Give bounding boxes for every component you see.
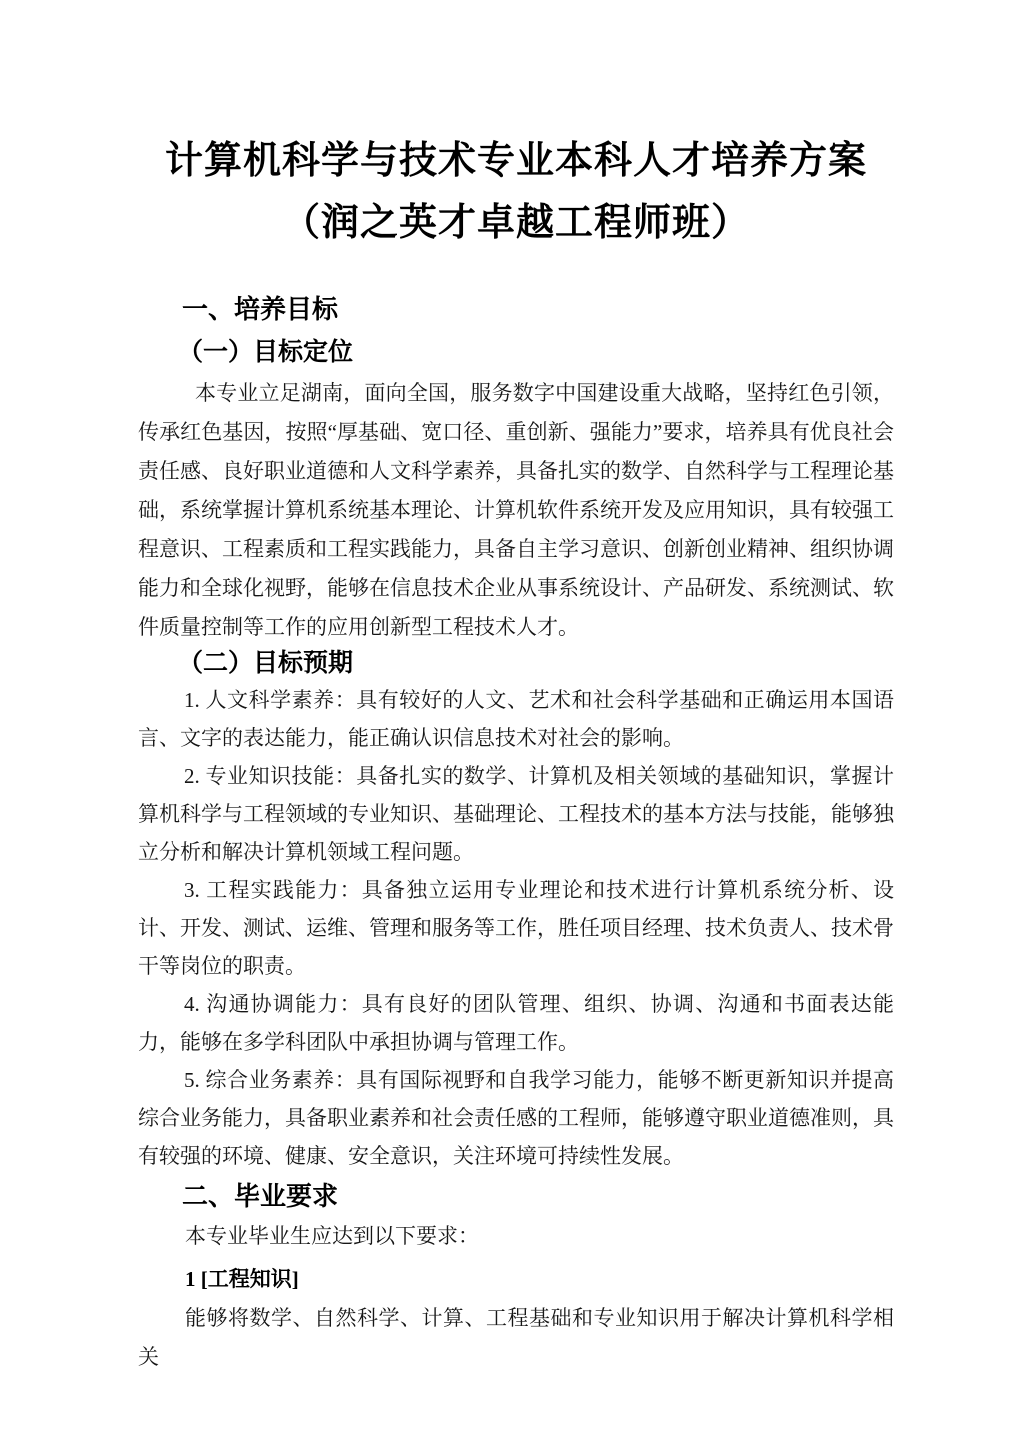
- subsection-heading-objective-positioning: （一）目标定位: [178, 339, 354, 366]
- document-content: [138, 0, 894, 1377]
- objective-item-humanities: 1. 人文科学素养：具有较好的人文、艺术和社会科学基础和正确运用本国语言、文字的表达能力，能正确认识信息技术对社会的影响。: [138, 688, 894, 750]
- subsection-heading-objective-expectations: （二）目标预期: [178, 650, 354, 677]
- section-heading-training-objectives: 一、培养目标: [182, 294, 339, 324]
- document-title-line1: 计算机科学与技术专业本科人才培养方案: [164, 140, 867, 182]
- objective-item-comprehensive-quality: 5. 综合业务素养：具有国际视野和自我学习能力，能够不断更新知识并提高综合业务能力，具备职业素养和社会责任感的工程师，能够遵守职业道德准则，具有较强的环境、健康、安全意识，关注环境可持续性发展。: [138, 1068, 894, 1168]
- requirement-1-label: 1 [工程知识]: [185, 1267, 299, 1291]
- graduation-requirements-intro: 本专业毕业生应达到以下要求：: [185, 1224, 479, 1248]
- objective-item-engineering-practice: 3. 工程实践能力：具备独立运用专业理论和技术进行计算机系统分析、设计、开发、测试、运维、管理和服务等工作，胜任项目经理、技术负责人、技术骨干等岗位的职责。: [138, 878, 894, 978]
- section-heading-graduation-requirements: 二、毕业要求: [182, 1181, 339, 1211]
- document-title: [138, 0, 894, 254]
- objective-positioning-paragraph: 本专业立足湖南，面向全国，服务数字中国建设重大战略，坚持红色引领，传承红色基因，按照“厚基础、宽口径、重创新、强能力”要求，培养具有优良社会责任感、良好职业道德和人文科学素养，具备扎实的数学、自然科学与工程理论基础，系统掌握计算机系统基本理论、计算机软件系统开发及应用知识，具有较强工程意识、工程素质和工程实践能力，具备自主学习意识、创新创业精神、组织协调能力和全球化视野，能够在信息技术企业从事系统设计、产品研发、系统测试、软件质量控制等工作的应用创新型工程技术人才。: [138, 381, 894, 639]
- document-title-line2: （润之英才卓越工程师班）: [281, 202, 750, 244]
- requirement-1-text: 能够将数学、自然科学、计算、工程基础和专业知识用于解决计算机科学相关: [138, 1306, 894, 1369]
- objective-item-professional-knowledge: 2. 专业知识技能：具备扎实的数学、计算机及相关领域的基础知识，掌握计算机科学与工程领域的专业知识、基础理论、工程技术的基本方法与技能，能够独立分析和解决计算机领域工程问题。: [138, 764, 894, 864]
- objective-item-communication: 4. 沟通协调能力：具有良好的团队管理、组织、协调、沟通和书面表达能力，能够在多学科团队中承担协调与管理工作。: [138, 992, 894, 1054]
